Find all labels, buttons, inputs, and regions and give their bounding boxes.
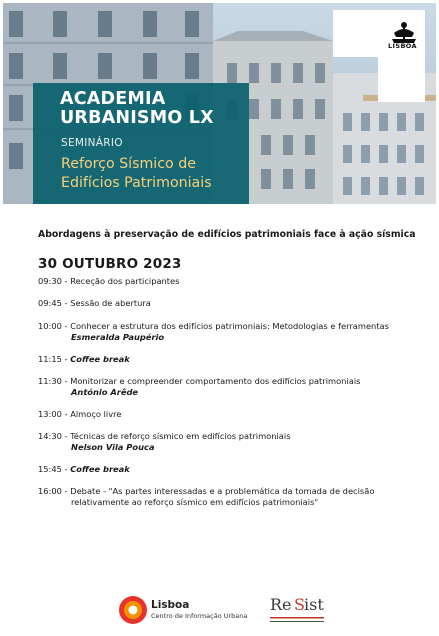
agenda-talk: Coffee break <box>70 354 130 364</box>
agenda-speaker: Esmeralda Paupério <box>71 332 165 342</box>
agenda-talk: Almoço livre <box>70 409 122 419</box>
agenda-speaker: Nelson Vila Pouca <box>71 442 155 452</box>
agenda-item <box>38 486 374 508</box>
svg-text:ist: ist <box>304 595 324 614</box>
agenda-time: 11:30 - <box>38 376 68 386</box>
agenda-time: 13:00 - <box>38 409 68 419</box>
agenda-time: 09:30 - <box>38 276 68 286</box>
seminar-title-line-2: Edifícios Patrimoniais <box>61 175 212 191</box>
agenda-time: 11:15 - <box>38 354 68 364</box>
agenda-speaker: António Arêde <box>71 387 139 397</box>
agenda-item <box>38 464 130 475</box>
agenda-item <box>38 276 180 287</box>
program-title <box>60 90 214 128</box>
agenda-item <box>38 409 121 420</box>
event-type: SEMINÁRIO <box>61 137 123 149</box>
agenda-time: 15:45 - <box>38 464 68 474</box>
event-date: 30 OUTUBRO 2023 <box>38 256 182 272</box>
lisboa-logo-name: Lisboa <box>151 599 190 611</box>
resist-logo-icon <box>268 590 326 626</box>
agenda-time: 09:45 - <box>38 298 68 308</box>
lisboa-ciu-logo-icon <box>118 595 148 625</box>
agenda-item <box>38 354 130 365</box>
lisboa-logo-text: LISBOA <box>388 42 417 50</box>
lisboa-logo-subtitle: Centro de Informação Urbana <box>151 612 248 620</box>
seminar-subtitle: Abordagens à preservação de edifícios patrimoniais face à ação sísmica <box>38 229 416 240</box>
program-title-line-2: URBANISMO LX <box>60 108 214 128</box>
seminar-title-line-1: Reforço Sísmico de <box>61 156 196 172</box>
agenda-time: 16:00 - <box>38 486 68 496</box>
agenda-talk: Coffee break <box>70 464 130 474</box>
seminar-title <box>61 155 212 193</box>
agenda-item <box>38 298 151 309</box>
agenda-item <box>38 376 360 398</box>
agenda-talk: Monitorizar e compreender comportamento dos edifícios patrimoniais <box>70 376 361 386</box>
program-title-line-1: ACADEMIA <box>60 89 166 109</box>
agenda-time: 14:30 - <box>38 431 68 441</box>
agenda-talk: Conhecer a estrutura dos edifícios patrimoniais: Metodologias e ferramentas <box>70 321 389 331</box>
svg-text:Re: Re <box>270 595 292 614</box>
svg-text:S: S <box>294 595 305 614</box>
agenda-talk: Sessão de abertura <box>70 298 151 308</box>
agenda-time: 10:00 - <box>38 321 68 331</box>
agenda-item <box>38 321 389 343</box>
agenda-talk: Debate - "As partes interessadas e a problemática da tomada de decisão <box>70 486 375 496</box>
agenda-talk: Receção dos participantes <box>70 276 180 286</box>
agenda-talk-continued: relativamente ao reforço sísmico em edifícios patrimoniais" <box>71 497 319 507</box>
agenda-item <box>38 431 291 453</box>
agenda-talk: Técnicas de reforço sísmico em edifícios patrimoniais <box>70 431 291 441</box>
